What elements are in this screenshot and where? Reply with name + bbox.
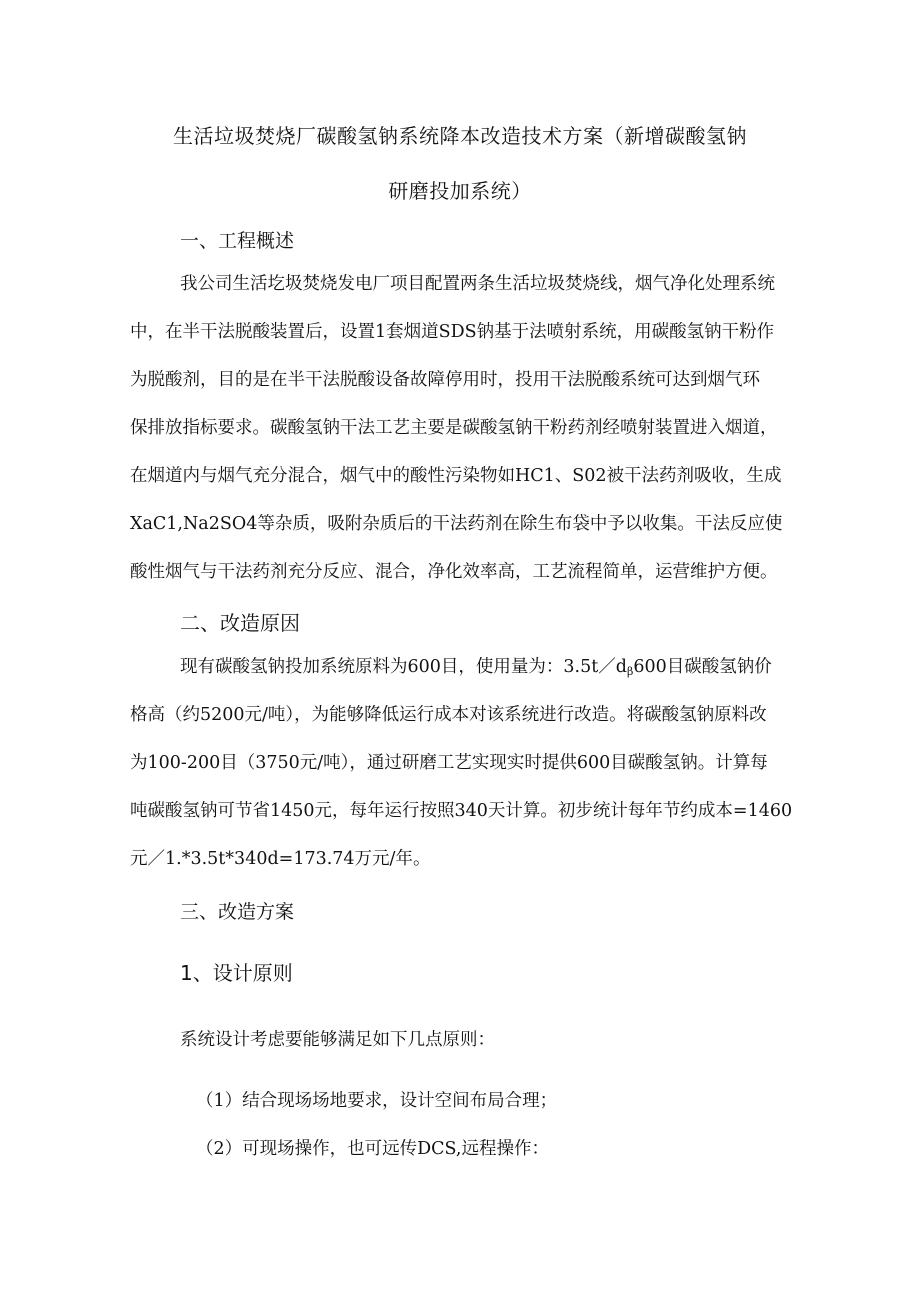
paragraph-line: 格高（约5200元/吨），为能够降低运行成本对该系统进行改造。将碳酸氢钠原料改 xyxy=(130,705,767,725)
section-2-heading: 二、改造原因 xyxy=(180,611,300,635)
principle-item-1: （1）结合现场场地要求，设计空间布局合理； xyxy=(196,1091,558,1111)
section-1-heading: 一、工程概述 xyxy=(180,230,295,252)
line-text-pre: 现有碳酸氢钠投加系统原料为600目，使用量为：3.5t／d xyxy=(180,657,627,677)
subscript-beta: β xyxy=(626,665,634,678)
paragraph-line: 吨碳酸氢钠可节省1450元，每年运行按照340天计算。初步统计每年节约成本=1460 xyxy=(130,801,793,821)
paragraph-line: 中，在半干法脱酸装置后，设置1套烟道SDS钠基于法喷射系统，用碳酸氢钠干粉作 xyxy=(130,322,775,342)
paragraph-line xyxy=(130,643,860,691)
paragraph-line: 酸性烟气与干法药剂充分反应、混合，净化效率高，工艺流程简单，运营维护方便。 xyxy=(130,562,778,582)
section-2-paragraph xyxy=(130,643,860,883)
document-title-line-1: 生活垃圾焚烧厂碳酸氢钠系统降本改造技术方案（新增碳酸氢钠 xyxy=(173,124,747,148)
principle-item-2: （2）可现场操作，也可远传DCS,远程操作： xyxy=(196,1139,549,1159)
design-principles-heading: 1、设计原则 xyxy=(180,961,293,985)
paragraph-line: 在烟道内与烟气充分混合，烟气中的酸性污染物如HC1、S02被干法药剂吸收，生成 xyxy=(130,466,782,486)
paragraph-line: XaC1,Na2SO4等杂质，吸附杂质后的干法药剂在除生布袋中予以收集。干法反应使 xyxy=(130,514,783,534)
section-1-paragraph xyxy=(130,260,860,596)
paragraph-line: 保排放指标要求。碳酸氢钠干法工艺主要是碳酸氢钠干粉药剂经喷射装置进入烟道， xyxy=(130,418,778,438)
document-title-line-2: 研磨投加系统） xyxy=(388,179,532,203)
section-3-heading: 三、改造方案 xyxy=(180,901,295,923)
paragraph-line: 为脱酸剂，目的是在半干法脱酸设备故障停用时，投用干法脱酸系统可达到烟气环 xyxy=(130,370,760,390)
line-text-post: 600目碳酸氢钠价 xyxy=(633,657,772,677)
paragraph-line: 我公司生活圪圾焚烧发电厂项目配置两条生活垃圾焚烧线，烟气净化处理系统 xyxy=(180,274,775,294)
paragraph-line: 为100-200目（3750元/吨），通过研磨工艺实现实时提供600目碳酸氢钠。计算每 xyxy=(130,753,768,773)
paragraph-line: 元／1.*3.5t*340d=173.74万元/年。 xyxy=(130,849,431,869)
design-principles-intro: 系统设计考虑要能够满足如下几点原则： xyxy=(180,1030,495,1050)
